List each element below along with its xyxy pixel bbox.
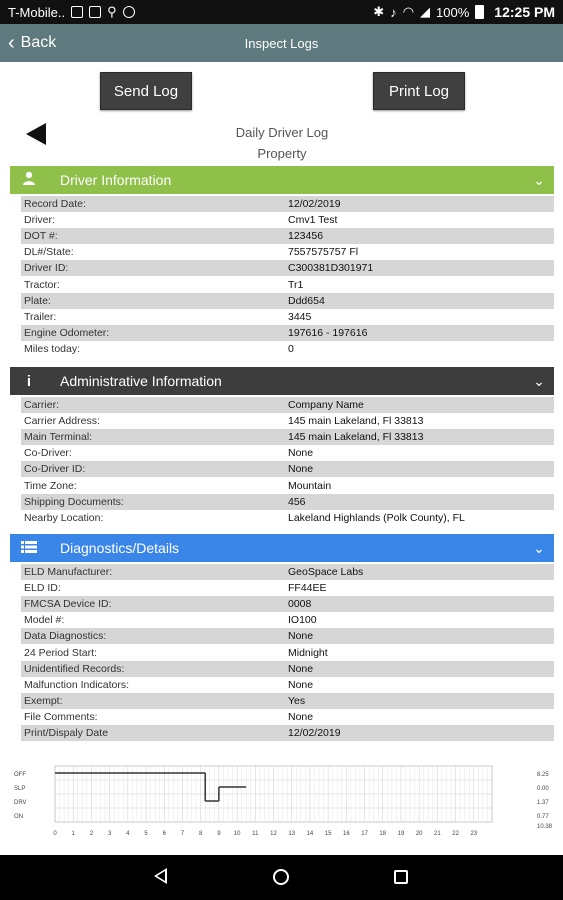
hour-label: 9	[217, 831, 221, 837]
field-label: FMCSA Device ID:	[24, 598, 112, 611]
field-label: Exempt:	[24, 694, 63, 707]
field-value: 12/02/2019	[288, 726, 341, 739]
hour-label: 19	[397, 831, 405, 837]
hour-label: 7	[180, 831, 185, 837]
field-value: 456	[288, 495, 306, 508]
field-label: Carrier Address:	[24, 415, 100, 428]
nav-back-icon[interactable]	[154, 868, 167, 884]
field-value: Tr1	[288, 278, 304, 291]
log-title: Daily Driver Log	[235, 125, 329, 140]
page-title: Inspect Logs	[244, 35, 319, 51]
table-row	[21, 309, 554, 325]
table-row	[21, 341, 554, 357]
sim-icon	[71, 6, 83, 18]
field-value: None	[288, 630, 314, 643]
field-value: Lakeland Highlands (Polk County), FL	[288, 511, 465, 524]
field-value: FF44EE	[288, 582, 327, 595]
field-label: ELD ID:	[24, 582, 61, 595]
status-label: ON	[14, 814, 23, 820]
field-label: Trailer:	[24, 310, 57, 323]
table-row	[21, 413, 554, 429]
field-label: ELD Manufacturer:	[24, 566, 113, 579]
table-row	[21, 494, 554, 510]
diagnostics-details-header[interactable]	[10, 534, 554, 562]
clock: 12:25 PM	[494, 4, 555, 20]
hour-label: 20	[415, 831, 423, 837]
hour-label: 1	[71, 831, 75, 837]
field-label: Co-Driver ID:	[24, 463, 86, 476]
driver-information-header[interactable]	[10, 166, 554, 194]
total-hours-label: 10.38	[537, 824, 553, 830]
field-value: 0008	[288, 598, 312, 611]
field-value: Yes	[288, 694, 306, 707]
table-row	[21, 709, 554, 725]
field-value: 12/02/2019	[288, 198, 341, 211]
app-bar	[0, 24, 563, 62]
table-row	[21, 228, 554, 244]
send-log-button[interactable]: Send Log	[100, 72, 192, 110]
battery-label: 100%	[436, 4, 470, 20]
carrier-label: T-Mobile..	[8, 4, 66, 20]
field-value: None	[288, 678, 314, 691]
field-label: Data Diagnostics:	[24, 630, 107, 643]
field-label: Malfunction Indicators:	[24, 678, 130, 691]
diagnostics-details-table	[21, 564, 554, 741]
hour-label: 14	[306, 831, 314, 837]
chevron-down-icon[interactable]: ⌄	[533, 539, 545, 556]
total-hours-label: 0.77	[537, 814, 549, 820]
hour-label: 4	[126, 831, 130, 837]
field-label: Engine Odometer:	[24, 326, 110, 339]
table-row	[21, 477, 554, 493]
field-label: Time Zone:	[24, 479, 77, 492]
field-value: None	[288, 710, 314, 723]
field-label: Main Terminal:	[24, 431, 93, 444]
table-row	[21, 564, 554, 580]
table-row	[21, 661, 554, 677]
field-value: Ddd654	[288, 294, 325, 307]
log-subtitle: Property	[257, 146, 307, 161]
hour-label: 2	[89, 831, 94, 837]
status-bar	[0, 0, 563, 24]
status-label: DRV	[14, 800, 27, 806]
field-value: Cmv1 Test	[288, 214, 338, 227]
table-row	[21, 196, 554, 212]
table-row	[21, 580, 554, 596]
table-row	[21, 397, 554, 413]
field-label: 24 Period Start:	[24, 646, 97, 659]
hour-label: 23	[470, 831, 478, 837]
field-label: DOT #:	[24, 230, 58, 243]
field-value: IO100	[288, 614, 317, 627]
field-label: Miles today:	[24, 342, 81, 355]
table-row	[21, 596, 554, 612]
hour-label: 11	[252, 831, 259, 837]
field-label: Shipping Documents:	[24, 495, 124, 508]
field-value: 3445	[288, 310, 312, 323]
table-row	[21, 325, 554, 341]
field-value: GeoSpace Labs	[288, 566, 364, 579]
android-icon	[123, 6, 135, 18]
hour-label: 15	[324, 831, 332, 837]
hour-label: 3	[107, 831, 112, 837]
field-label: Plate:	[24, 294, 51, 307]
chevron-left-icon: ‹	[8, 32, 15, 54]
table-row	[21, 276, 554, 292]
field-value: 197616 - 197616	[288, 326, 368, 339]
table-row	[21, 260, 554, 276]
administrative-information-table	[21, 397, 554, 526]
table-row	[21, 293, 554, 309]
print-log-button[interactable]: Print Log	[373, 72, 465, 110]
field-label: Driver ID:	[24, 262, 69, 275]
field-value: Company Name	[288, 399, 364, 412]
total-hours-label: 1.37	[537, 800, 549, 806]
field-label: Model #:	[24, 614, 65, 627]
field-label: Tractor:	[24, 278, 60, 291]
table-row	[21, 644, 554, 660]
nav-home-icon[interactable]	[273, 869, 289, 885]
table-row	[21, 510, 554, 526]
hour-label: 17	[361, 831, 368, 837]
wifi-icon: ◠	[402, 4, 415, 19]
duty-status-graph	[0, 758, 563, 854]
section-title: Driver Information	[60, 172, 172, 188]
table-row	[21, 244, 554, 260]
person-icon	[10, 171, 48, 189]
signal-icon: ◢	[420, 4, 431, 19]
hour-label: 12	[270, 831, 277, 837]
administrative-information-header[interactable]	[10, 367, 554, 395]
field-value: 7557575757 Fl	[288, 246, 359, 259]
chevron-down-icon[interactable]: ⌄	[533, 171, 545, 188]
driver-information-table	[21, 196, 554, 357]
field-value: 145 main Lakeland, Fl 33813	[288, 415, 424, 428]
table-row	[21, 461, 554, 477]
hour-label: 13	[288, 831, 296, 837]
back-label: Back	[20, 34, 57, 51]
bluetooth-icon: ✱	[373, 4, 385, 19]
image-icon	[89, 6, 101, 18]
hour-label: 22	[452, 831, 459, 837]
nav-recents-icon[interactable]	[394, 870, 408, 884]
table-row	[21, 445, 554, 461]
table-row	[21, 725, 554, 741]
field-value: 123456	[288, 230, 324, 243]
field-value: None	[288, 447, 314, 460]
hour-label: 18	[379, 831, 387, 837]
field-label: Nearby Location:	[24, 511, 104, 524]
field-label: Carrier:	[24, 399, 60, 412]
field-value: Midnight	[288, 646, 328, 659]
status-label: OFF	[14, 772, 26, 778]
field-value: 145 main Lakeland, Fl 33813	[288, 431, 424, 444]
field-label: Driver:	[24, 214, 55, 227]
chevron-down-icon[interactable]: ⌄	[533, 372, 545, 389]
status-label: SLP	[14, 786, 26, 792]
info-icon: i	[26, 372, 32, 390]
field-value: None	[288, 463, 314, 476]
back-button[interactable]	[8, 24, 56, 62]
field-value: 0	[288, 342, 294, 355]
field-value: Mountain	[288, 479, 332, 492]
total-hours-label: 8.25	[537, 772, 549, 778]
field-label: Print/Dispaly Date	[24, 726, 109, 739]
hour-label: 16	[342, 831, 350, 837]
field-label: Record Date:	[24, 198, 86, 211]
field-label: Unidentified Records:	[24, 662, 125, 675]
hour-label: 10	[233, 831, 241, 837]
hour-label: 21	[434, 831, 441, 837]
table-row	[21, 628, 554, 644]
hour-label: 0	[53, 831, 57, 837]
mute-icon: ♪	[390, 4, 397, 20]
field-label: Co-Driver:	[24, 447, 72, 460]
total-hours-label: 0.00	[537, 786, 549, 792]
hour-label: 5	[144, 831, 148, 837]
table-row	[21, 612, 554, 628]
usb-icon: ⚲	[107, 4, 117, 19]
hour-label: 8	[198, 831, 203, 837]
table-row	[21, 429, 554, 445]
section-title: Administrative Information	[60, 373, 222, 389]
table-row	[21, 693, 554, 709]
hour-label: 6	[162, 831, 166, 837]
field-label: File Comments:	[24, 710, 98, 723]
battery-icon	[475, 5, 484, 19]
field-label: DL#/State:	[24, 246, 74, 259]
table-row	[21, 212, 554, 228]
table-row	[21, 677, 554, 693]
field-value: None	[288, 662, 314, 675]
field-value: C300381D301971	[288, 262, 374, 275]
previous-day-icon[interactable]	[26, 123, 46, 145]
section-title: Diagnostics/Details	[60, 540, 180, 556]
list-icon	[10, 540, 48, 557]
